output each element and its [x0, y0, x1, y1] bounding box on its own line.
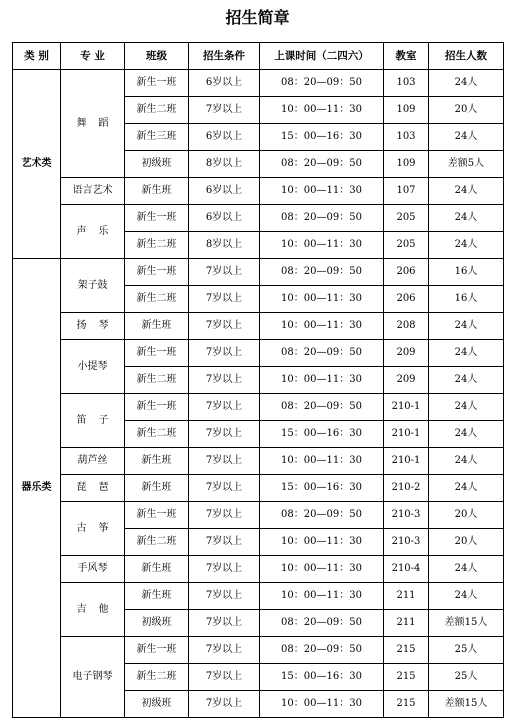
room-cell: 215 [384, 664, 429, 691]
class-cell: 新生班 [125, 178, 189, 205]
condition-cell: 6岁以上 [189, 205, 260, 232]
condition-cell: 7岁以上 [189, 556, 260, 583]
room-cell: 210-3 [384, 529, 429, 556]
class-cell: 初级班 [125, 610, 189, 637]
class-cell: 新生二班 [125, 421, 189, 448]
class-cell: 新生班 [125, 583, 189, 610]
major-cell: 古筝 [61, 502, 125, 556]
condition-cell: 7岁以上 [189, 394, 260, 421]
time-cell: 10：00—11：30 [260, 556, 384, 583]
time-cell: 08：20—09：50 [260, 151, 384, 178]
category-cell: 艺术类 [13, 70, 61, 259]
room-cell: 205 [384, 232, 429, 259]
room-cell: 210-1 [384, 394, 429, 421]
time-cell: 08：20—09：50 [260, 70, 384, 97]
room-cell: 205 [384, 205, 429, 232]
major-cell: 琵琶 [61, 475, 125, 502]
enrollment-table [12, 42, 504, 718]
time-cell: 08：20—09：50 [260, 205, 384, 232]
header-class: 班级 [125, 43, 189, 70]
class-cell: 新生一班 [125, 340, 189, 367]
count-cell: 24人 [429, 448, 504, 475]
room-cell: 109 [384, 151, 429, 178]
table-row [13, 583, 504, 610]
condition-cell: 8岁以上 [189, 232, 260, 259]
condition-cell: 7岁以上 [189, 340, 260, 367]
time-cell: 08：20—09：50 [260, 394, 384, 421]
room-cell: 215 [384, 637, 429, 664]
count-cell: 25人 [429, 664, 504, 691]
count-cell: 20人 [429, 529, 504, 556]
count-cell: 差额5人 [429, 151, 504, 178]
time-cell: 08：20—09：50 [260, 637, 384, 664]
room-cell: 210-2 [384, 475, 429, 502]
time-cell: 15：00—16：30 [260, 421, 384, 448]
class-cell: 新生二班 [125, 286, 189, 313]
count-cell: 24人 [429, 70, 504, 97]
header-count: 招生人数 [429, 43, 504, 70]
count-cell: 24人 [429, 340, 504, 367]
major-cell: 笛子 [61, 394, 125, 448]
class-cell: 新生班 [125, 475, 189, 502]
class-cell: 新生班 [125, 313, 189, 340]
class-cell: 新生一班 [125, 637, 189, 664]
room-cell: 209 [384, 340, 429, 367]
room-cell: 215 [384, 691, 429, 718]
time-cell: 10：00—11：30 [260, 529, 384, 556]
table-row [13, 502, 504, 529]
time-cell: 10：00—11：30 [260, 367, 384, 394]
table-row [13, 556, 504, 583]
table-row [13, 70, 504, 97]
major-cell: 吉他 [61, 583, 125, 637]
count-cell: 24人 [429, 205, 504, 232]
table-row [13, 637, 504, 664]
count-cell: 24人 [429, 556, 504, 583]
page-title: 招生简章 [225, 8, 290, 27]
major-cell: 声乐 [61, 205, 125, 259]
class-cell: 新生班 [125, 556, 189, 583]
class-cell: 新生一班 [125, 205, 189, 232]
time-cell: 08：20—09：50 [260, 259, 384, 286]
class-cell: 新生二班 [125, 97, 189, 124]
count-cell: 24人 [429, 124, 504, 151]
table-row [13, 475, 504, 502]
major-cell: 舞蹈 [61, 70, 125, 178]
room-cell: 103 [384, 70, 429, 97]
condition-cell: 7岁以上 [189, 583, 260, 610]
class-cell: 新生三班 [125, 124, 189, 151]
count-cell: 24人 [429, 394, 504, 421]
table-row [13, 178, 504, 205]
time-cell: 10：00—11：30 [260, 313, 384, 340]
count-cell: 20人 [429, 97, 504, 124]
room-cell: 210-3 [384, 502, 429, 529]
time-cell: 10：00—11：30 [260, 232, 384, 259]
room-cell: 210-1 [384, 448, 429, 475]
class-cell: 初级班 [125, 151, 189, 178]
condition-cell: 7岁以上 [189, 259, 260, 286]
major-cell: 葫芦丝 [61, 448, 125, 475]
room-cell: 211 [384, 583, 429, 610]
count-cell: 24人 [429, 232, 504, 259]
major-cell: 语言艺术 [61, 178, 125, 205]
room-cell: 210-1 [384, 421, 429, 448]
room-cell: 208 [384, 313, 429, 340]
room-cell: 209 [384, 367, 429, 394]
condition-cell: 7岁以上 [189, 313, 260, 340]
time-cell: 10：00—11：30 [260, 97, 384, 124]
condition-cell: 6岁以上 [189, 70, 260, 97]
count-cell: 24人 [429, 583, 504, 610]
time-cell: 10：00—11：30 [260, 286, 384, 313]
room-cell: 103 [384, 124, 429, 151]
time-cell: 10：00—11：30 [260, 448, 384, 475]
count-cell: 差额15人 [429, 691, 504, 718]
major-cell: 电子钢琴 [61, 637, 125, 718]
room-cell: 211 [384, 610, 429, 637]
condition-cell: 7岁以上 [189, 421, 260, 448]
time-cell: 15：00—16：30 [260, 664, 384, 691]
major-cell: 手风琴 [61, 556, 125, 583]
count-cell: 25人 [429, 637, 504, 664]
time-cell: 10：00—11：30 [260, 583, 384, 610]
class-cell: 新生二班 [125, 232, 189, 259]
condition-cell: 7岁以上 [189, 97, 260, 124]
table-row [13, 394, 504, 421]
count-cell: 24人 [429, 421, 504, 448]
class-cell: 新生一班 [125, 502, 189, 529]
condition-cell: 7岁以上 [189, 367, 260, 394]
count-cell: 差额15人 [429, 610, 504, 637]
class-cell: 新生二班 [125, 367, 189, 394]
condition-cell: 7岁以上 [189, 664, 260, 691]
class-cell: 新生二班 [125, 664, 189, 691]
header-time: 上课时间（二四六） [260, 43, 384, 70]
condition-cell: 6岁以上 [189, 178, 260, 205]
condition-cell: 7岁以上 [189, 610, 260, 637]
table-row [13, 448, 504, 475]
condition-cell: 7岁以上 [189, 529, 260, 556]
room-cell: 206 [384, 259, 429, 286]
class-cell: 初级班 [125, 691, 189, 718]
class-cell: 新生二班 [125, 529, 189, 556]
header-category: 类 别 [13, 43, 61, 70]
time-cell: 08：20—09：50 [260, 610, 384, 637]
condition-cell: 7岁以上 [189, 637, 260, 664]
condition-cell: 7岁以上 [189, 502, 260, 529]
table-row [13, 340, 504, 367]
class-cell: 新生一班 [125, 394, 189, 421]
class-cell: 新生一班 [125, 259, 189, 286]
count-cell: 24人 [429, 367, 504, 394]
table-row [13, 259, 504, 286]
time-cell: 10：00—11：30 [260, 691, 384, 718]
table-header-row [13, 43, 504, 70]
count-cell: 20人 [429, 502, 504, 529]
table-row [13, 313, 504, 340]
header-condition: 招生条件 [189, 43, 260, 70]
count-cell: 24人 [429, 313, 504, 340]
count-cell: 24人 [429, 475, 504, 502]
room-cell: 109 [384, 97, 429, 124]
time-cell: 10：00—11：30 [260, 178, 384, 205]
condition-cell: 7岁以上 [189, 286, 260, 313]
count-cell: 24人 [429, 178, 504, 205]
major-cell: 小提琴 [61, 340, 125, 394]
time-cell: 08：20—09：50 [260, 502, 384, 529]
count-cell: 16人 [429, 286, 504, 313]
header-room: 教室 [384, 43, 429, 70]
major-cell: 架子鼓 [61, 259, 125, 313]
room-cell: 210-4 [384, 556, 429, 583]
class-cell: 新生一班 [125, 70, 189, 97]
condition-cell: 8岁以上 [189, 151, 260, 178]
class-cell: 新生班 [125, 448, 189, 475]
header-major: 专 业 [61, 43, 125, 70]
count-cell: 16人 [429, 259, 504, 286]
table-body [13, 70, 504, 718]
category-cell: 器乐类 [13, 259, 61, 718]
major-cell: 扬琴 [61, 313, 125, 340]
time-cell: 08：20—09：50 [260, 340, 384, 367]
time-cell: 15：00—16：30 [260, 475, 384, 502]
condition-cell: 7岁以上 [189, 691, 260, 718]
condition-cell: 7岁以上 [189, 448, 260, 475]
room-cell: 107 [384, 178, 429, 205]
room-cell: 206 [384, 286, 429, 313]
condition-cell: 7岁以上 [189, 475, 260, 502]
table-row [13, 205, 504, 232]
time-cell: 15：00—16：30 [260, 124, 384, 151]
condition-cell: 6岁以上 [189, 124, 260, 151]
